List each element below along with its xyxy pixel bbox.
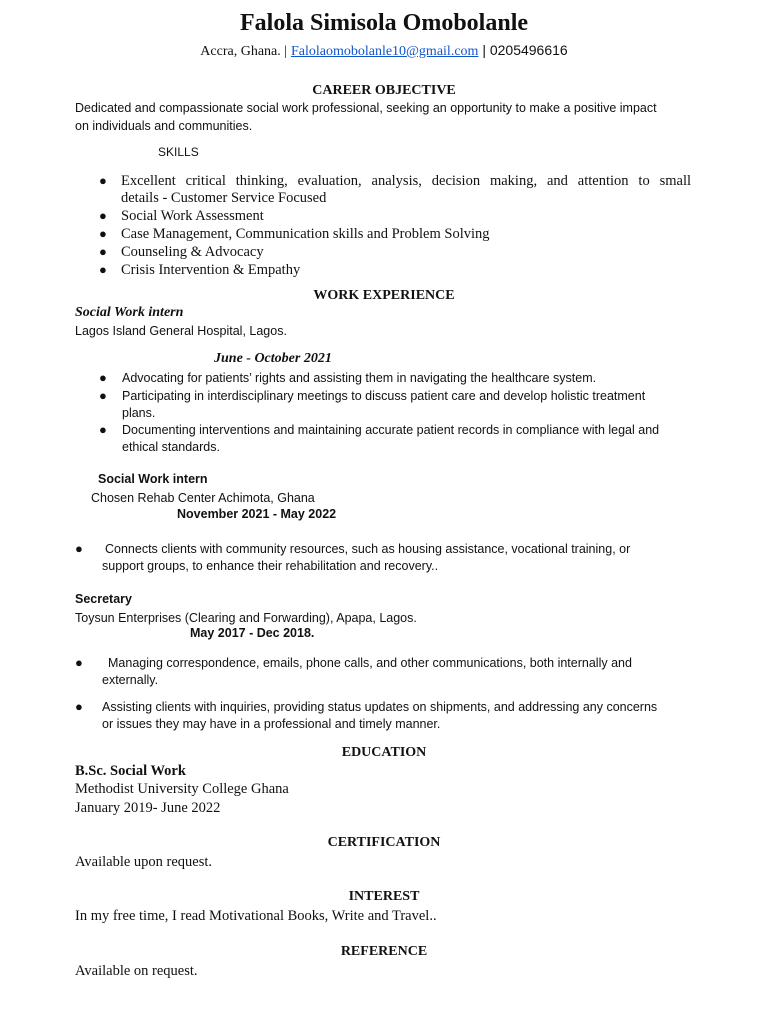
bullet-icon: ● <box>99 422 107 437</box>
bullet-icon: ● <box>99 173 107 188</box>
skill-item: Crisis Intervention & Empathy <box>121 262 301 278</box>
bullet-icon: ● <box>99 244 107 259</box>
job-place: Lagos Island General Hospital, Lagos. <box>75 324 287 338</box>
interest-text: In my free time, I read Motivational Books, Write and Travel.. <box>75 908 437 924</box>
skill-item: Social Work Assessment <box>121 208 264 224</box>
skill-item: Counseling & Advocacy <box>121 244 264 260</box>
job-bullet: Participating in interdisciplinary meetings to discuss patient care and develop holistic treatment <box>122 389 646 403</box>
skill-item: Excellent critical thinking, evaluation, analysis, decision making, and attention to small <box>121 173 691 189</box>
candidate-name: Falola Simisola Omobolanle <box>239 10 529 36</box>
job-dates: May 2017 - Dec 2018. <box>190 626 315 640</box>
bullet-icon: ● <box>75 655 83 670</box>
objective-line-1: Dedicated and compassionate social work professional, seeking an opportunity to make a positive impact <box>75 101 657 115</box>
phone: | 0205496616 <box>482 42 568 58</box>
certification-heading: CERTIFICATION <box>327 835 441 850</box>
reference-text: Available on request. <box>75 963 198 979</box>
job-place: Toysun Enterprises (Clearing and Forwarding), Apapa, Lagos. <box>75 611 417 625</box>
skill-item-cont: details - Customer Service Focused <box>121 190 327 206</box>
bullet-icon: ● <box>75 541 83 556</box>
education-heading: EDUCATION <box>341 745 427 760</box>
email-link[interactable]: Falolaomobolanle10@gmail.com <box>290 44 479 59</box>
location: Accra, Ghana. | <box>200 44 288 59</box>
job-bullet-cont: support groups, to enhance their rehabilitation and recovery.. <box>102 559 439 573</box>
job-bullet: Managing correspondence, emails, phone calls, and other communications, both internally and <box>108 656 632 670</box>
job-dates: June - October 2021 <box>214 351 332 366</box>
career-objective-heading: CAREER OBJECTIVE <box>312 83 456 98</box>
job-bullet: Connects clients with community resources, such as housing assistance, vocational training, or <box>105 542 631 556</box>
skill-item: Case Management, Communication skills and Problem Solving <box>121 226 490 242</box>
contact-line <box>0 42 768 60</box>
bullet-icon: ● <box>99 388 107 403</box>
job-bullet: Assisting clients with inquiries, providing status updates on shipments, and addressing any concerns <box>102 700 658 714</box>
job-bullet-cont: plans. <box>122 406 156 420</box>
job-title: Secretary <box>75 592 132 606</box>
education-dates: January 2019- June 2022 <box>75 800 221 816</box>
bullet-icon: ● <box>99 262 107 277</box>
job-bullet-cont: or issues they may have in a professional and timely manner. <box>102 717 441 731</box>
bullet-icon: ● <box>99 226 107 241</box>
bullet-icon: ● <box>99 208 107 223</box>
school: Methodist University College Ghana <box>75 781 289 797</box>
work-experience-heading: WORK EXPERIENCE <box>313 288 455 303</box>
job-bullet: Advocating for patients’ rights and assisting them in navigating the healthcare system. <box>122 371 597 385</box>
degree: B.Sc. Social Work <box>75 763 186 779</box>
bullet-icon: ● <box>99 370 107 385</box>
job-bullet: Documenting interventions and maintaining accurate patient records in compliance with legal and <box>122 423 660 437</box>
bullet-icon: ● <box>75 699 83 714</box>
job-bullet-cont: externally. <box>102 673 159 687</box>
job-title: Social Work intern <box>98 472 208 486</box>
certification-text: Available upon request. <box>75 854 213 870</box>
job-place: Chosen Rehab Center Achimota, Ghana <box>91 491 315 505</box>
job-bullet-cont: ethical standards. <box>122 440 220 454</box>
interest-heading: INTEREST <box>348 889 420 904</box>
skills-label: SKILLS <box>158 145 199 159</box>
job-title: Social Work intern <box>75 305 184 320</box>
objective-line-2: on individuals and communities. <box>75 119 253 133</box>
job-dates: November 2021 - May 2022 <box>177 507 337 521</box>
reference-heading: REFERENCE <box>340 944 428 959</box>
